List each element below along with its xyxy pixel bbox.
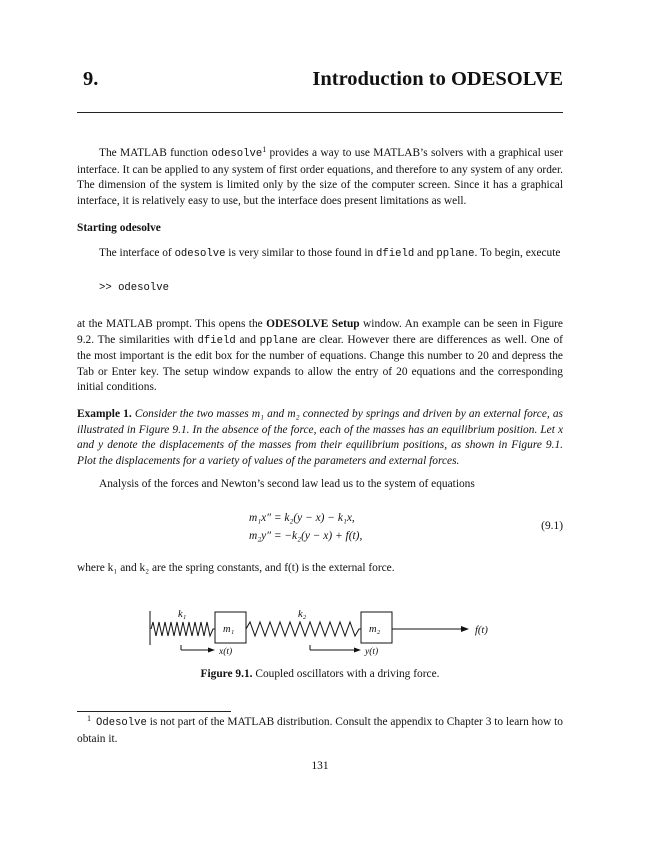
command-line: >> odesolve — [99, 282, 169, 294]
code-dfield: dfield — [376, 248, 415, 260]
footnote-text: is not part of the MATLAB distribution. Consult the appendix to Chapter 3 to learn how to obtain it. — [77, 716, 563, 745]
footnote-marker: 1 — [262, 145, 267, 154]
m1-label: m₁ — [223, 624, 235, 635]
k1-label: k₁ — [178, 609, 187, 620]
equation-number: (9.1) — [541, 520, 563, 532]
footnote-code: Odesolve — [96, 717, 147, 729]
section-paragraph-1 — [77, 246, 563, 263]
coupled-oscillators-figure — [77, 600, 563, 664]
y-arrowhead — [354, 648, 361, 653]
spring-k1 — [151, 622, 215, 636]
chapter-number: 9. — [83, 68, 99, 90]
example-paragraph — [77, 407, 563, 469]
footnote — [77, 715, 563, 747]
text: are clear. However there are differences as well. One of the most important is the edit box for the number of equations. Change this number to 20 and depress the Tab or Enter key. The setup window expands to allow the entry of 20 equations and the corresponding initial conditions. — [77, 333, 563, 394]
y-label: y(t) — [365, 647, 379, 657]
x-arrowhead — [208, 648, 215, 653]
text: The interface of — [99, 247, 175, 259]
text: and — [414, 247, 437, 259]
text: and — [235, 333, 260, 346]
intro-text-1: The MATLAB function — [99, 147, 212, 159]
equation-line-2: m₂y″ = −k₂(y − x) + f(t), — [249, 530, 363, 542]
intro-text-2: provides a way to use MATLAB’s solvers with a graphical user interface. It can be applied to any system of first order equations, and therefore to any system of any order. The dimension of the system is limited only by the size of the computer screen. Since it has a graphical interface, it is relatively easy to use, but the interface does present limitations as well. — [77, 147, 564, 207]
code-pplane: pplane — [436, 248, 475, 260]
footnote-rule — [77, 711, 231, 712]
caption-text: Coupled oscillators with a driving force. — [252, 668, 440, 680]
text: at the MATLAB prompt. This opens the — [77, 318, 267, 330]
intro-paragraph — [77, 146, 563, 209]
k2-label: k₂ — [298, 609, 307, 620]
footnote-mark: 1 — [87, 714, 91, 723]
intro-code-odesolve: odesolve — [211, 148, 263, 160]
section-heading: Starting odesolve — [77, 222, 161, 234]
page-number: 131 — [311, 760, 329, 772]
force-arrowhead — [461, 626, 469, 632]
force-label: f(t) — [475, 625, 488, 636]
section-paragraph-2 — [77, 317, 563, 396]
spring-k2 — [246, 622, 361, 636]
setup-window-name: ODESOLVE Setup — [266, 318, 360, 330]
caption-label: Figure 9.1. — [200, 668, 253, 680]
chapter-title: Introduction to ODESOLVE — [312, 68, 563, 90]
text: window. An example can be seen in Figure 9.2. The similarities with — [77, 318, 563, 346]
code-dfield: dfield — [197, 334, 236, 347]
figure-caption — [77, 667, 563, 683]
analysis-paragraph: Analysis of the forces and Newton’s second law lead us to the system of equations — [99, 478, 475, 490]
example-label: Example 1. — [77, 408, 132, 420]
x-label: x(t) — [219, 647, 233, 657]
where-paragraph: where k₁ and k₂ are the spring constants, and f(t) is the external force. — [77, 562, 395, 574]
code-odesolve: odesolve — [174, 248, 226, 260]
text: is very similar to those found in — [225, 247, 377, 259]
text: . To begin, execute — [474, 247, 561, 259]
header-rule — [77, 112, 563, 113]
equation-line-1: m₁x″ = k₂(y − x) − k₁x, — [249, 512, 355, 524]
m2-label: m₂ — [369, 624, 381, 635]
example-text: Consider the two masses m₁ and m₂ connected by springs and driven by an external force, as illustrated in Figure 9.1. In the absence of the force, each of the masses has an equilibrium position. Let x and y denote the displacements of the masses from their equilibrium positions, as shown in Figure 9.1. Plot the displacements for a variety of values of the parameters and external forces. — [77, 408, 563, 467]
chapter-header — [77, 68, 563, 98]
code-pplane: pplane — [259, 334, 298, 347]
